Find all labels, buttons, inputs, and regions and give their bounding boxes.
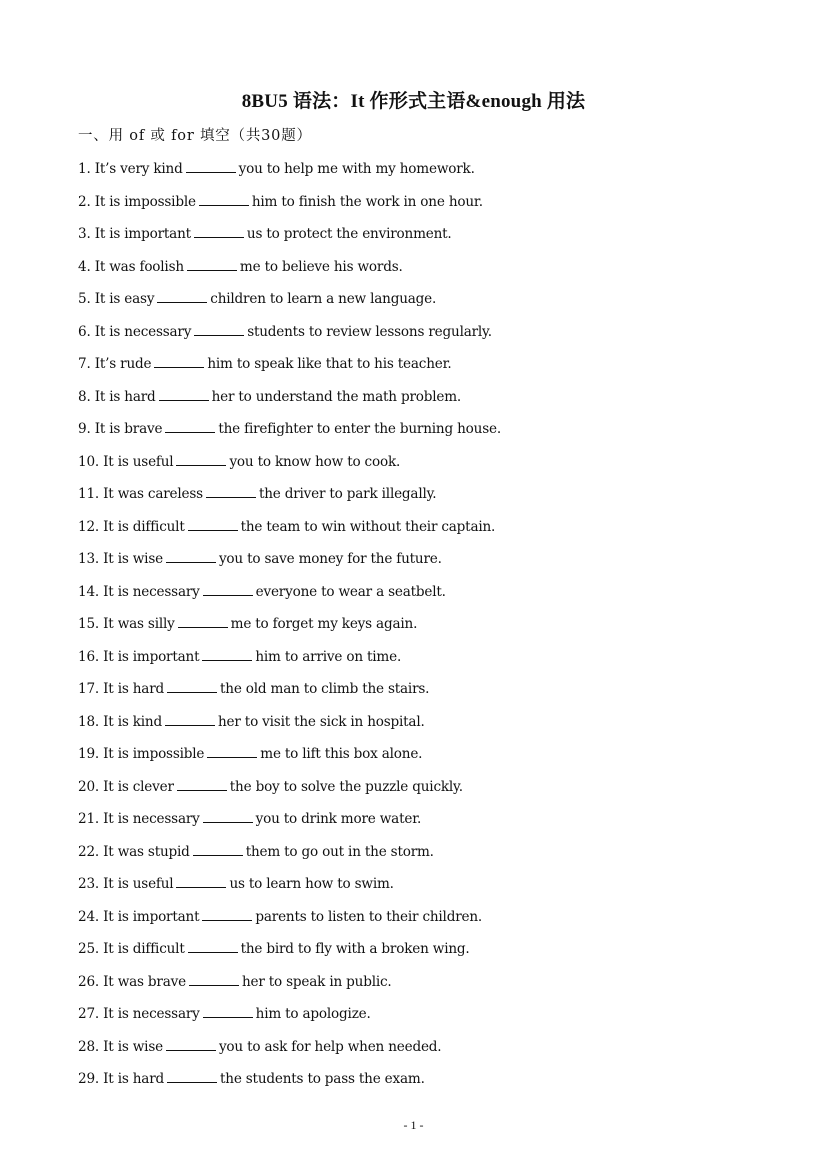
exercise-continuation: the firefighter to enter the burning house. xyxy=(218,421,501,437)
exercise-continuation: him to speak like that to his teacher. xyxy=(207,356,452,372)
exercise-continuation: me to believe his words. xyxy=(239,258,403,275)
exercise-prompt: 28. It is wise xyxy=(78,1038,163,1055)
answer-blank[interactable] xyxy=(189,971,239,986)
answer-blank[interactable] xyxy=(178,613,228,628)
exercise-continuation: the old man to climb the stairs. xyxy=(220,681,430,697)
exercise-continuation: you to help me with my homework. xyxy=(238,161,475,177)
exercise-prompt: 6. It is necessary xyxy=(78,323,192,340)
exercise-continuation: students to review lessons regularly. xyxy=(247,323,492,340)
exercise-item xyxy=(78,873,778,906)
answer-blank[interactable] xyxy=(176,451,226,466)
section-title: 一、用 of 或 for 填空（共30题） xyxy=(78,128,312,144)
exercise-continuation: her to speak in public. xyxy=(241,973,392,990)
exercise-prompt: 8. It is hard xyxy=(78,388,156,405)
exercise-continuation: him to finish the work in one hour. xyxy=(251,193,483,210)
exercise-continuation: everyone to wear a seatbelt. xyxy=(255,583,446,600)
exercise-prompt: 13. It is wise xyxy=(78,551,163,567)
exercise-continuation: you to ask for help when needed. xyxy=(218,1038,442,1055)
answer-blank[interactable] xyxy=(188,516,238,531)
exercise-item xyxy=(78,451,778,484)
exercise-continuation: her to visit the sick in hospital. xyxy=(217,713,425,730)
exercise-prompt: 26. It was brave xyxy=(78,973,186,990)
exercise-item xyxy=(78,1036,778,1069)
exercise-item xyxy=(78,678,778,711)
exercise-continuation: the bird to fly with a broken wing. xyxy=(240,941,470,957)
answer-blank[interactable] xyxy=(194,223,244,238)
exercise-item xyxy=(78,1068,778,1101)
exercise-continuation: them to go out in the storm. xyxy=(245,843,434,860)
exercise-continuation: the boy to solve the puzzle quickly. xyxy=(229,778,463,795)
exercise-prompt: 7. It’s rude xyxy=(78,356,152,372)
exercise-item xyxy=(78,1003,778,1036)
exercise-item xyxy=(78,353,778,386)
exercise-prompt: 18. It is kind xyxy=(78,713,162,730)
exercise-item xyxy=(78,906,778,939)
exercise-prompt: 17. It is hard xyxy=(78,681,164,697)
exercise-item xyxy=(78,743,778,776)
answer-blank[interactable] xyxy=(194,321,244,336)
exercise-item xyxy=(78,288,778,321)
exercise-prompt: 24. It is important xyxy=(78,908,200,925)
answer-blank[interactable] xyxy=(177,776,227,791)
exercise-item xyxy=(78,191,778,224)
exercise-continuation: him to apologize. xyxy=(255,1006,371,1022)
exercise-item xyxy=(78,223,778,256)
exercise-continuation: the driver to park illegally. xyxy=(258,486,437,502)
exercise-prompt: 3. It is important xyxy=(78,226,191,242)
exercise-item xyxy=(78,516,778,549)
exercise-continuation: us to protect the environment. xyxy=(246,226,452,242)
answer-blank[interactable] xyxy=(165,418,215,433)
exercise-continuation: you to drink more water. xyxy=(255,811,422,827)
answer-blank[interactable] xyxy=(187,256,237,271)
exercise-prompt: 1. It’s very kind xyxy=(78,161,183,177)
exercise-prompt: 16. It is important xyxy=(78,648,200,665)
exercise-prompt: 21. It is necessary xyxy=(78,811,200,827)
answer-blank[interactable] xyxy=(186,158,236,173)
answer-blank[interactable] xyxy=(206,483,256,498)
exercise-prompt: 14. It is necessary xyxy=(78,583,200,600)
document-title: 8BU5 语法：It 作形式主语&enough 用法 xyxy=(241,91,586,112)
exercise-item xyxy=(78,256,778,289)
exercise-continuation: us to learn how to swim. xyxy=(229,876,394,892)
exercise-item xyxy=(78,646,778,679)
answer-blank[interactable] xyxy=(159,386,209,401)
exercise-continuation: the team to win without their captain. xyxy=(240,518,496,535)
exercise-prompt: 20. It is clever xyxy=(78,778,174,795)
exercise-continuation: children to learn a new language. xyxy=(210,291,437,307)
exercise-item xyxy=(78,548,778,581)
answer-blank[interactable] xyxy=(203,808,253,823)
exercise-prompt: 5. It is easy xyxy=(78,291,155,307)
exercise-prompt: 12. It is difficult xyxy=(78,518,185,535)
exercise-item xyxy=(78,321,778,354)
exercise-continuation: the students to pass the exam. xyxy=(220,1071,425,1087)
answer-blank[interactable] xyxy=(202,906,252,921)
answer-blank[interactable] xyxy=(203,581,253,596)
exercise-prompt: 15. It was silly xyxy=(78,616,175,632)
exercise-continuation: her to understand the math problem. xyxy=(211,388,462,405)
exercise-item xyxy=(78,158,778,191)
exercise-prompt: 29. It is hard xyxy=(78,1071,164,1087)
page-number: - 1 - xyxy=(403,1118,424,1132)
exercise-item xyxy=(78,483,778,516)
exercise-item xyxy=(78,808,778,841)
answer-blank[interactable] xyxy=(157,288,207,303)
exercise-prompt: 4. It was foolish xyxy=(78,258,184,275)
exercise-item xyxy=(78,971,778,1004)
exercise-prompt: 22. It was stupid xyxy=(78,843,190,860)
exercise-continuation: you to save money for the future. xyxy=(218,551,442,567)
exercise-prompt: 10. It is useful xyxy=(78,453,174,470)
exercise-continuation: me to forget my keys again. xyxy=(230,616,418,632)
answer-blank[interactable] xyxy=(165,711,215,726)
exercise-prompt: 9. It is brave xyxy=(78,421,163,437)
exercise-prompt: 25. It is difficult xyxy=(78,941,185,957)
exercise-continuation: him to arrive on time. xyxy=(255,648,402,665)
exercise-continuation: me to lift this box alone. xyxy=(260,746,423,762)
exercise-prompt: 11. It was careless xyxy=(78,486,203,502)
answer-blank[interactable] xyxy=(166,1036,216,1051)
exercise-item xyxy=(78,938,778,971)
exercise-item xyxy=(78,581,778,614)
answer-blank[interactable] xyxy=(176,873,226,888)
exercise-item xyxy=(78,841,778,874)
answer-blank[interactable] xyxy=(154,353,204,368)
answer-blank[interactable] xyxy=(188,938,238,953)
exercise-item xyxy=(78,386,778,419)
answer-blank[interactable] xyxy=(166,548,216,563)
exercise-list xyxy=(78,158,778,1101)
answer-blank[interactable] xyxy=(207,743,257,758)
exercise-continuation: parents to listen to their children. xyxy=(255,908,483,925)
answer-blank[interactable] xyxy=(193,841,243,856)
answer-blank[interactable] xyxy=(167,678,217,693)
exercise-prompt: 19. It is impossible xyxy=(78,746,205,762)
answer-blank[interactable] xyxy=(167,1068,217,1083)
exercise-prompt: 27. It is necessary xyxy=(78,1006,200,1022)
exercise-prompt: 23. It is useful xyxy=(78,876,174,892)
answer-blank[interactable] xyxy=(202,646,252,661)
exercise-item xyxy=(78,613,778,646)
exercise-item xyxy=(78,711,778,744)
exercise-prompt: 2. It is impossible xyxy=(78,193,196,210)
answer-blank[interactable] xyxy=(199,191,249,206)
exercise-continuation: you to know how to cook. xyxy=(229,453,401,470)
exercise-item xyxy=(78,418,778,451)
answer-blank[interactable] xyxy=(203,1003,253,1018)
exercise-item xyxy=(78,776,778,809)
